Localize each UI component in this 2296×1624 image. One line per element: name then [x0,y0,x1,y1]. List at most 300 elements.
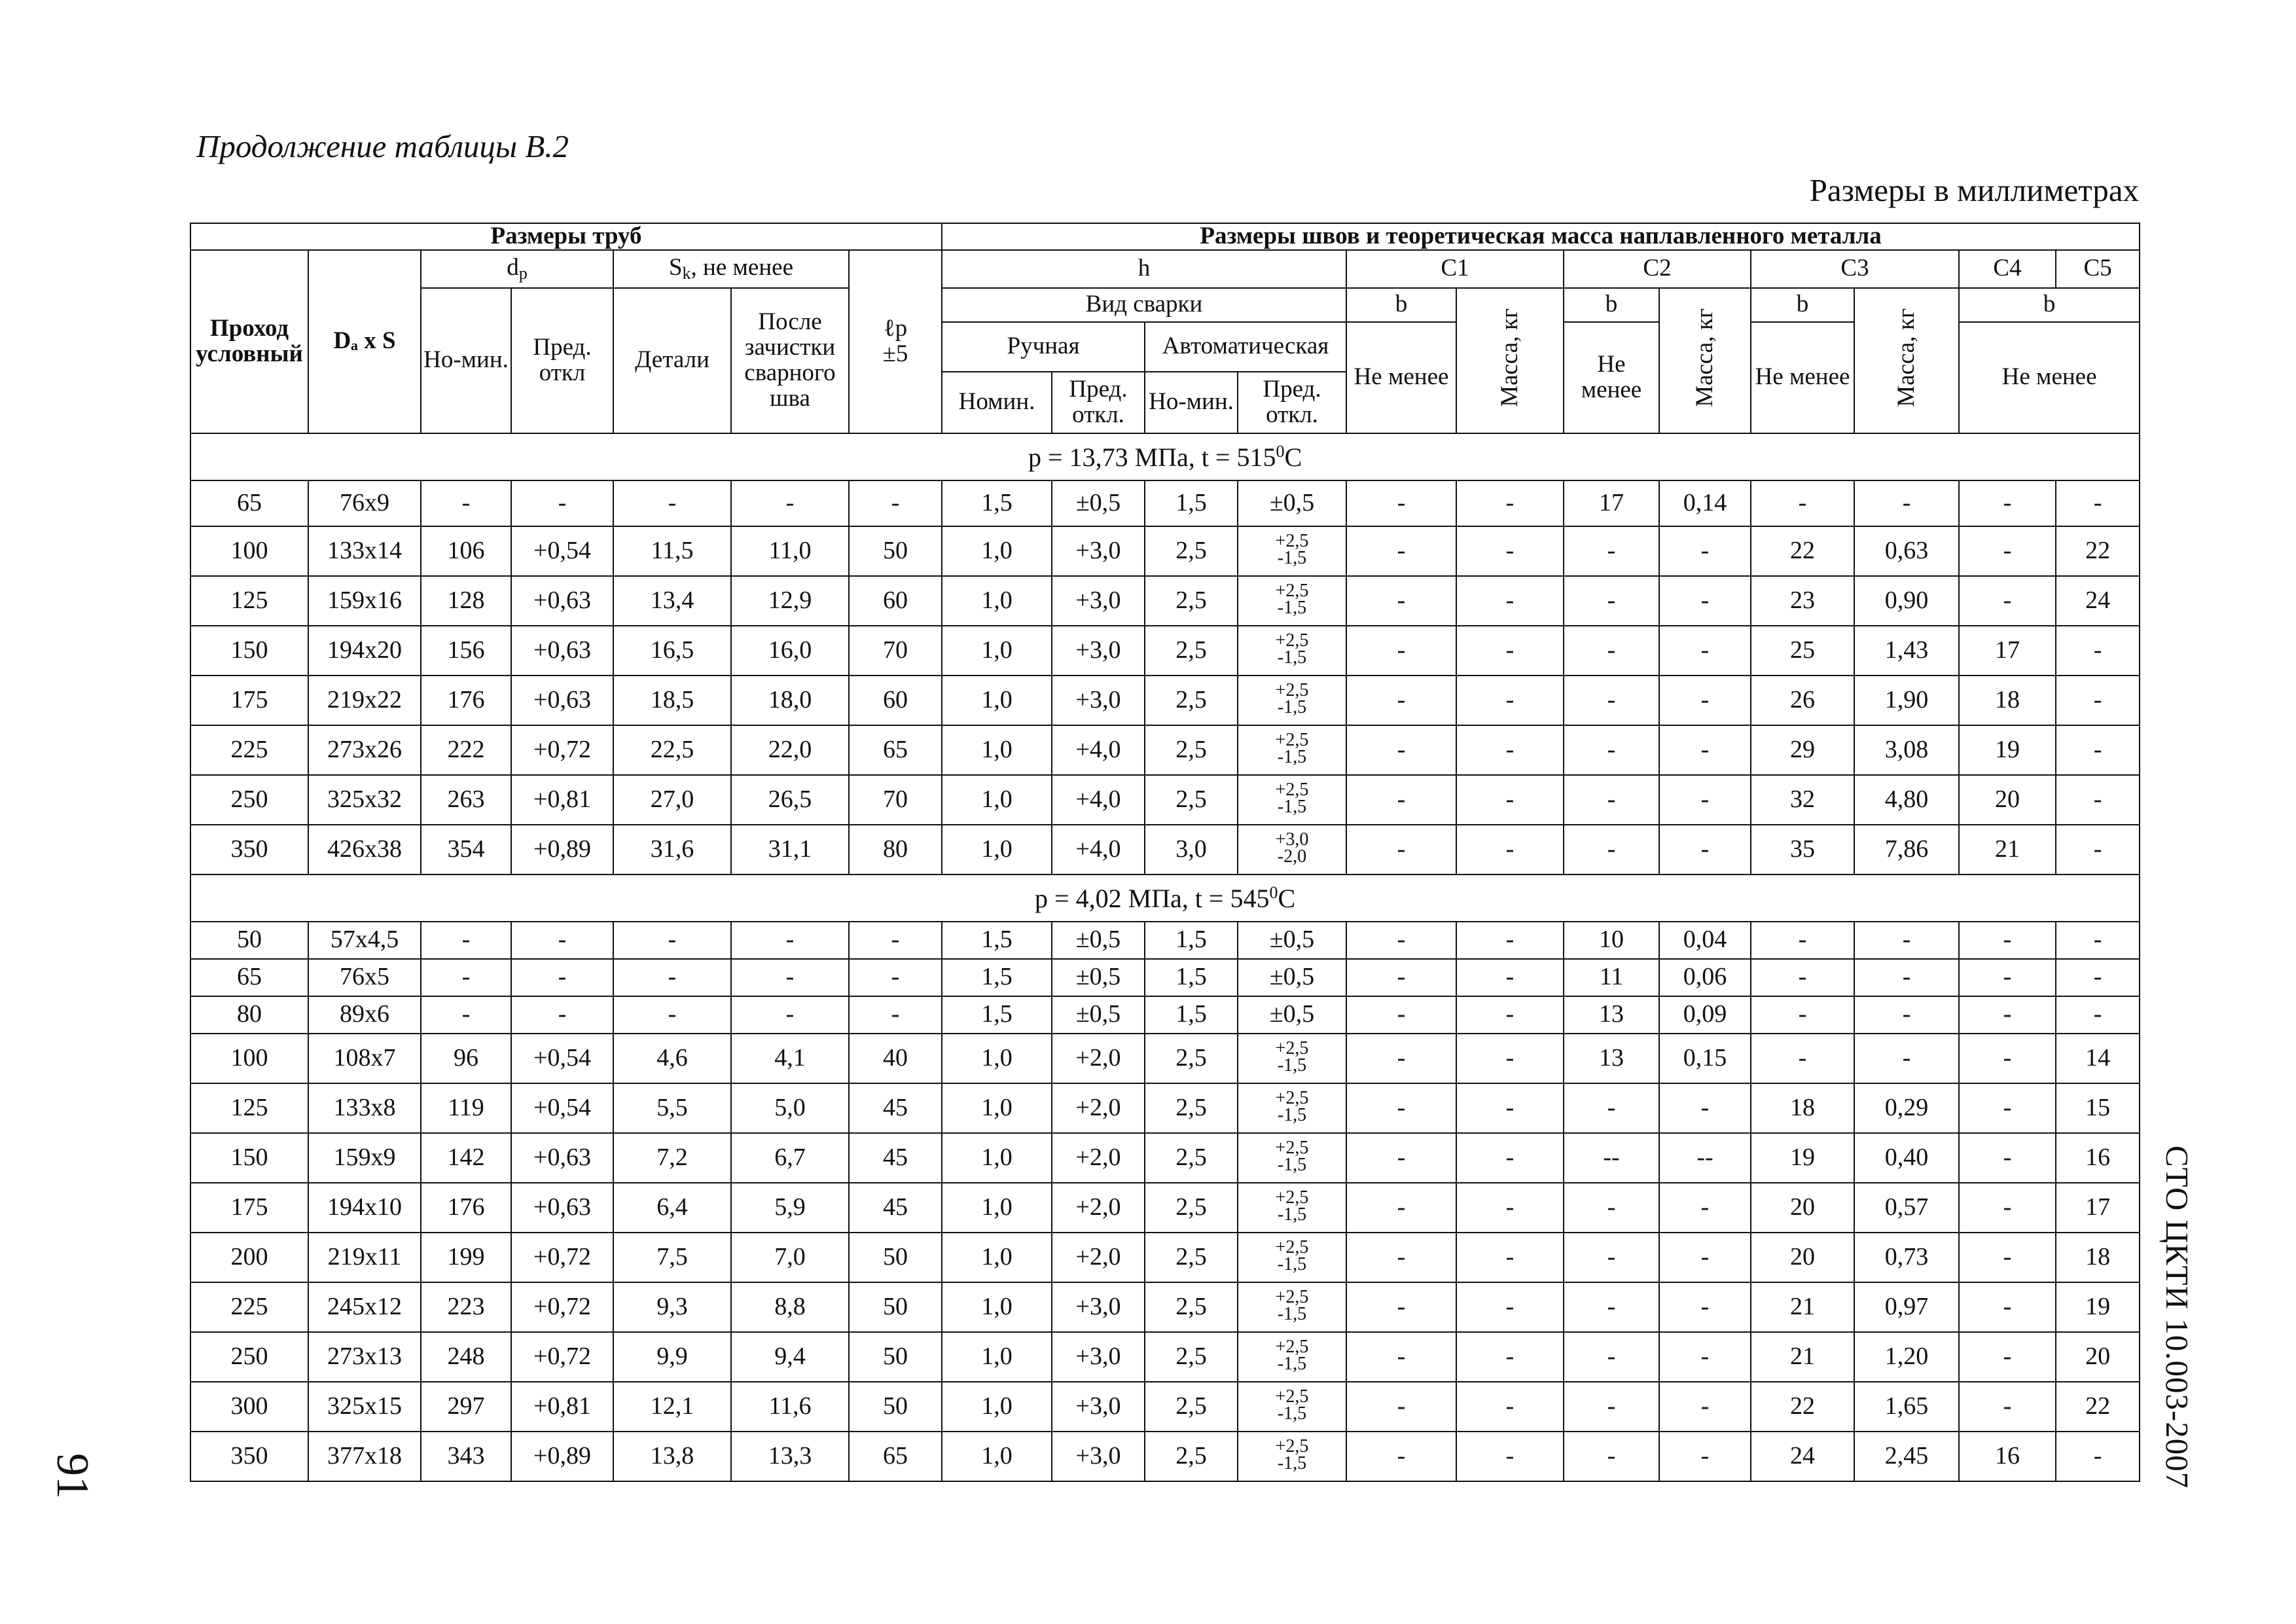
table-row [190,922,2140,959]
table-cell: +2,5 -1,5 [1238,1233,1346,1282]
table-cell: 4,1 [731,1034,849,1083]
table-row [190,1282,2140,1332]
header-c1-mass: Масса, кг [1456,288,1564,433]
table-cell: - [1959,526,2056,576]
table-cell: 45 [849,1083,942,1133]
table-cell: 194x10 [308,1183,421,1233]
table-cell: 219x22 [308,676,421,725]
table-cell: - [1346,676,1456,725]
table-cell: 175 [190,1183,308,1233]
table-cell: 426x38 [308,825,421,875]
table-cell: +4,0 [1052,825,1145,875]
table-cell: 96 [421,1034,511,1083]
table-cell: 325x15 [308,1382,421,1432]
table-cell: 159x16 [308,576,421,626]
table-cell: 11,6 [731,1382,849,1432]
table-cell: 250 [190,775,308,825]
table-cell: ±0,5 [1238,959,1346,996]
table-cell: - [1346,1034,1456,1083]
table-cell: +3,0 [1052,1332,1145,1382]
table-cell: 2,5 [1145,526,1238,576]
table-cell: 12,9 [731,576,849,626]
header-c1-b: b [1346,288,1456,322]
header-pipe-dims: Размеры труб [190,223,942,250]
table-row [190,676,2140,725]
table-cell: +2,5 -1,5 [1238,1432,1346,1481]
section-header-row [190,875,2140,922]
table-cell: - [1564,825,1659,875]
table-cell: 80 [849,825,942,875]
table-cell: +2,5 -1,5 [1238,1133,1346,1183]
table-cell: ±0,5 [1238,996,1346,1034]
table-cell: 65 [190,959,308,996]
table-cell: - [1346,1332,1456,1382]
table-cell: 29 [1751,725,1854,775]
table-cell: 108x7 [308,1034,421,1083]
header-h-auto-nominal: Но-мин. [1145,372,1238,433]
table-cell: - [613,959,731,996]
table-cell: - [731,959,849,996]
table-cell: - [1346,959,1456,996]
table-cell: - [1959,1382,2056,1432]
table-cell: - [1659,676,1751,725]
table-cell: 9,4 [731,1332,849,1382]
table-cell: 89x6 [308,996,421,1034]
table-cell: 1,0 [942,1282,1052,1332]
table-cell: 17 [1564,480,1659,526]
table-cell: 225 [190,725,308,775]
table-cell: 125 [190,576,308,626]
table-row [190,725,2140,775]
table-cell: - [1659,825,1751,875]
table-cell: 15 [2056,1083,2140,1133]
table-cell: 23 [1751,576,1854,626]
table-cell: 60 [849,576,942,626]
table-cell: 245x12 [308,1282,421,1332]
table-cell: - [1456,1034,1564,1083]
table-cell: - [2056,725,2140,775]
table-cell: - [1564,1432,1659,1481]
header-c5: C5 [2056,250,2140,288]
table-cell: 2,5 [1145,1133,1238,1183]
table-cell: - [1346,1432,1456,1481]
header-c4: C4 [1959,250,2056,288]
table-cell: 17 [2056,1183,2140,1233]
table-cell: 50 [849,1382,942,1432]
table-cell: 1,0 [942,676,1052,725]
table-cell: +2,5 -1,5 [1238,1183,1346,1233]
table-cell: 0,63 [1854,526,1959,576]
table-cell: ±0,5 [1052,922,1145,959]
table-cell: 22,5 [613,725,731,775]
table-cell: 248 [421,1332,511,1382]
table-cell: - [1959,1034,2056,1083]
table-cell: 13,3 [731,1432,849,1481]
table-cell: - [1564,1233,1659,1282]
table-cell: +0,89 [511,1432,613,1481]
table-cell: 80 [190,996,308,1034]
table-cell: +0,63 [511,626,613,676]
table-cell: 1,5 [942,922,1052,959]
table-cell: - [1456,1282,1564,1332]
table-cell: 1,0 [942,1034,1052,1083]
table-cell: - [1456,480,1564,526]
table-cell: - [1659,576,1751,626]
table-cell: - [1659,1233,1751,1282]
table-cell: - [1564,725,1659,775]
table-cell: +4,0 [1052,725,1145,775]
table-cell: 50 [849,1233,942,1282]
section-title: р = 4,02 МПа, $t = 545^0С$ [190,875,2140,922]
table-cell: - [1751,922,1854,959]
table-cell: 1,0 [942,825,1052,875]
table-row [190,1432,2140,1481]
table-cell: 0,57 [1854,1183,1959,1233]
table-cell: +3,0 [1052,626,1145,676]
table-cell: - [1959,1183,2056,1233]
table-cell: - [421,996,511,1034]
table-cell: 50 [190,922,308,959]
table-cell: - [2056,922,2140,959]
section-header-row [190,433,2140,480]
table-cell: 11,0 [731,526,849,576]
table-cell: - [1456,676,1564,725]
table-cell: 16 [2056,1133,2140,1183]
table-row [190,1133,2140,1183]
table-cell: 5,9 [731,1183,849,1233]
table-cell: +0,72 [511,725,613,775]
units-note: Размеры в миллиметрах [1809,172,2139,208]
table-cell: - [1959,1332,2056,1382]
table-cell: 16,0 [731,626,849,676]
table-cell: - [1456,1133,1564,1183]
table-cell: 60 [849,676,942,725]
table-cell: 45 [849,1133,942,1183]
table-cell: 20 [1751,1233,1854,1282]
table-cell: - [511,959,613,996]
table-cell: 2,5 [1145,1034,1238,1083]
table-cell: 57x4,5 [308,922,421,959]
table-cell: 100 [190,526,308,576]
table-cell: 3,08 [1854,725,1959,775]
table-cell: 65 [190,480,308,526]
header-c45-b: b [1959,288,2140,322]
table-row [190,825,2140,875]
header-c45-not-less: Не менее [1959,322,2140,433]
table-cell: 133x14 [308,526,421,576]
table-cell: +2,5 -1,5 [1238,526,1346,576]
table-cell: 125 [190,1083,308,1133]
table-cell: 1,5 [1145,959,1238,996]
table-cell: 106 [421,526,511,576]
table-cell: +3,0 [1052,676,1145,725]
table-row [190,1332,2140,1382]
table-cell: ±0,5 [1052,480,1145,526]
table-cell: - [1959,576,2056,626]
table-row [190,775,2140,825]
table-cell: 128 [421,576,511,626]
table-cell: 26,5 [731,775,849,825]
header-c3-b: b [1751,288,1854,322]
table-cell: 1,0 [942,526,1052,576]
header-c2-not-less: Не менее [1564,322,1659,433]
table-cell: 0,09 [1659,996,1751,1034]
table-cell: 35 [1751,825,1854,875]
table-cell: - [2056,825,2140,875]
table-cell: 1,0 [942,775,1052,825]
table-cell: +2,0 [1052,1133,1145,1183]
table-cell: - [1456,526,1564,576]
table-cell: 9,3 [613,1282,731,1332]
table-cell: 65 [849,725,942,775]
header-c2: C2 [1564,250,1751,288]
page-number: 91 [47,1453,98,1499]
table-cell: 18 [1959,676,2056,725]
table-cell: 8,8 [731,1282,849,1332]
table-cell: +2,0 [1052,1083,1145,1133]
table-row [190,1183,2140,1233]
table-cell: 25 [1751,626,1854,676]
table-cell: +0,89 [511,825,613,875]
table-cell: - [1751,480,1854,526]
table-cell: ±0,5 [1238,922,1346,959]
table-cell: 2,5 [1145,1183,1238,1233]
table-cell: - [1456,1432,1564,1481]
header-dp-nominal: Но-мин. [421,288,511,433]
table-cell: 76x5 [308,959,421,996]
header-dp: $d_р$ [421,250,613,288]
table-cell: 0,06 [1659,959,1751,996]
table-cell: 2,5 [1145,576,1238,626]
header-manual: Ручная [942,322,1145,372]
table-cell: 0,73 [1854,1233,1959,1282]
table-cell: 2,5 [1145,1233,1238,1282]
table-cell: 2,5 [1145,775,1238,825]
table-cell: 0,15 [1659,1034,1751,1083]
table-cell: +0,81 [511,1382,613,1432]
table-cell: 27,0 [613,775,731,825]
table-row [190,1233,2140,1282]
table-cell: 20 [2056,1332,2140,1382]
table-row [190,1382,2140,1432]
table-cell: 2,5 [1145,676,1238,725]
table-cell: 16,5 [613,626,731,676]
table-cell: - [1659,1282,1751,1332]
table-cell: 50 [849,1332,942,1382]
table-cell: +2,0 [1052,1183,1145,1233]
table-cell: - [1346,1233,1456,1282]
table-cell: 65 [849,1432,942,1481]
table-cell: +2,5 -1,5 [1238,576,1346,626]
table-cell: - [1456,1332,1564,1382]
table-cell: 18 [1751,1083,1854,1133]
table-cell: +0,54 [511,1083,613,1133]
table-cell: 22 [1751,526,1854,576]
table-cell: 6,7 [731,1133,849,1183]
table-cell: - [1456,1382,1564,1432]
table-cell: 2,5 [1145,1083,1238,1133]
table-cell: 1,0 [942,576,1052,626]
header-sk: $S_k$, не менее [613,250,849,288]
table-cell: +2,5 -1,5 [1238,1034,1346,1083]
table-cell: 273x13 [308,1332,421,1382]
table-cell: 14 [2056,1034,2140,1083]
table-cell: - [1346,480,1456,526]
table-cell: - [1659,1432,1751,1481]
table-cell: 222 [421,725,511,775]
table-cell: - [1564,1282,1659,1332]
header-auto: Автоматическая [1145,322,1346,372]
table-cell: - [1564,775,1659,825]
table-cell: 20 [1959,775,2056,825]
table-cell: - [1659,725,1751,775]
table-cell: 350 [190,825,308,875]
table-cell: - [1854,922,1959,959]
table-cell: - [1959,480,2056,526]
table-cell: +3,0 [1052,1432,1145,1481]
header-sk-after-clean: После зачистки сварного шва [731,288,849,433]
table-cell: - [1659,1382,1751,1432]
table-cell: - [1346,996,1456,1034]
header-dxs: Dₐ x S [308,250,421,433]
table-cell: - [1959,1282,2056,1332]
table-cell: 133x8 [308,1083,421,1133]
table-cell: - [1456,1083,1564,1133]
table-cell: - [2056,996,2140,1034]
table-cell: 2,5 [1145,1382,1238,1432]
table-cell: - [1346,922,1456,959]
table-cell: - [1854,959,1959,996]
table-cell: +2,5 -1,5 [1238,1382,1346,1432]
table-cell: 22 [1751,1382,1854,1432]
table-cell: 13 [1564,1034,1659,1083]
table-cell: 1,5 [1145,922,1238,959]
table-cell: ±0,5 [1052,959,1145,996]
table-cell: 156 [421,626,511,676]
table-cell: 45 [849,1183,942,1233]
header-c3-not-less: Не менее [1751,322,1854,433]
table-cell: - [421,480,511,526]
table-cell: 194x20 [308,626,421,676]
table-cell: 9,9 [613,1332,731,1382]
table-cell: 11,5 [613,526,731,576]
table-row [190,1034,2140,1083]
table-cell: 18,0 [731,676,849,725]
header-lp: ℓр ±5 [849,250,942,433]
table-cell: - [421,959,511,996]
header-h-auto-tol: Пред. откл. [1238,372,1346,433]
header-h: h [942,250,1346,288]
table-cell: 159x9 [308,1133,421,1183]
table-cell: 31,6 [613,825,731,875]
table-cell: +3,0 [1052,576,1145,626]
table-cell: 1,20 [1854,1332,1959,1382]
table-cell: 1,90 [1854,676,1959,725]
table-cell: - [1564,626,1659,676]
table-row [190,996,2140,1034]
table-cell: - [1959,1133,2056,1183]
table-cell: 76x9 [308,480,421,526]
table-cell: 300 [190,1382,308,1432]
header-h-manual-nominal: Номин. [942,372,1052,433]
table-cell: 2,5 [1145,626,1238,676]
section-title: р = 13,73 МПа, $t = 515^0С$ [190,433,2140,480]
table-cell: - [731,922,849,959]
table-cell: 26 [1751,676,1854,725]
table-cell: 5,5 [613,1083,731,1133]
table-cell: - [2056,775,2140,825]
table-cell: 1,0 [942,1133,1052,1183]
table-cell: 13,8 [613,1432,731,1481]
table-cell: +0,63 [511,676,613,725]
table-cell: - [2056,959,2140,996]
table-cell: - [2056,676,2140,725]
table-cell: 1,43 [1854,626,1959,676]
table-cell: - [1456,775,1564,825]
table-cell: - [849,996,942,1034]
table-cell: 10 [1564,922,1659,959]
table-cell: 4,6 [613,1034,731,1083]
table-cell: 273x26 [308,725,421,775]
table-body [190,433,2140,1481]
table-cell: - [1564,1382,1659,1432]
table-cell: +2,5 -1,5 [1238,1332,1346,1382]
table-cell: - [1346,825,1456,875]
table-cell: - [1456,626,1564,676]
table-cell: - [849,922,942,959]
table-cell: - [849,959,942,996]
table-cell: 250 [190,1332,308,1382]
table-cell: - [1346,725,1456,775]
table-cell: +0,72 [511,1332,613,1382]
table-cell: 0,97 [1854,1282,1959,1332]
table-cell: 377x18 [308,1432,421,1481]
table-cell: +3,0 [1052,1282,1145,1332]
table-cell: 150 [190,626,308,676]
table-cell: 22,0 [731,725,849,775]
table-cell: - [731,996,849,1034]
table-cell: +3,0 [1052,1382,1145,1432]
table-cell: +3,0 -2,0 [1238,825,1346,875]
table-cell: 3,0 [1145,825,1238,875]
table-cell: - [1564,1183,1659,1233]
header-c3-mass: Масса, кг [1854,288,1959,433]
table-cell: 19 [1751,1133,1854,1183]
table-cell: 175 [190,676,308,725]
table-cell: - [511,922,613,959]
table-cell: +0,54 [511,1034,613,1083]
table-cell: - [1346,626,1456,676]
table-cell: - [1959,1083,2056,1133]
table-cell: 0,04 [1659,922,1751,959]
table-cell: 18 [2056,1233,2140,1282]
table-cell: 119 [421,1083,511,1133]
table-cell: 24 [2056,576,2140,626]
table-cell: - [613,922,731,959]
table-cell: 11 [1564,959,1659,996]
table-cell: 0,90 [1854,576,1959,626]
table-cell: 1,5 [1145,996,1238,1034]
table-cell: 19 [1959,725,2056,775]
table-cell: - [1959,996,2056,1034]
table-cell: - [1959,922,2056,959]
table-cell: 70 [849,626,942,676]
table-cell: ±0,5 [1052,996,1145,1034]
table-cell: - [1959,959,2056,996]
table-cell: - [1346,1083,1456,1133]
table-cell: - [1346,1282,1456,1332]
table-cell: 17 [1959,626,2056,676]
